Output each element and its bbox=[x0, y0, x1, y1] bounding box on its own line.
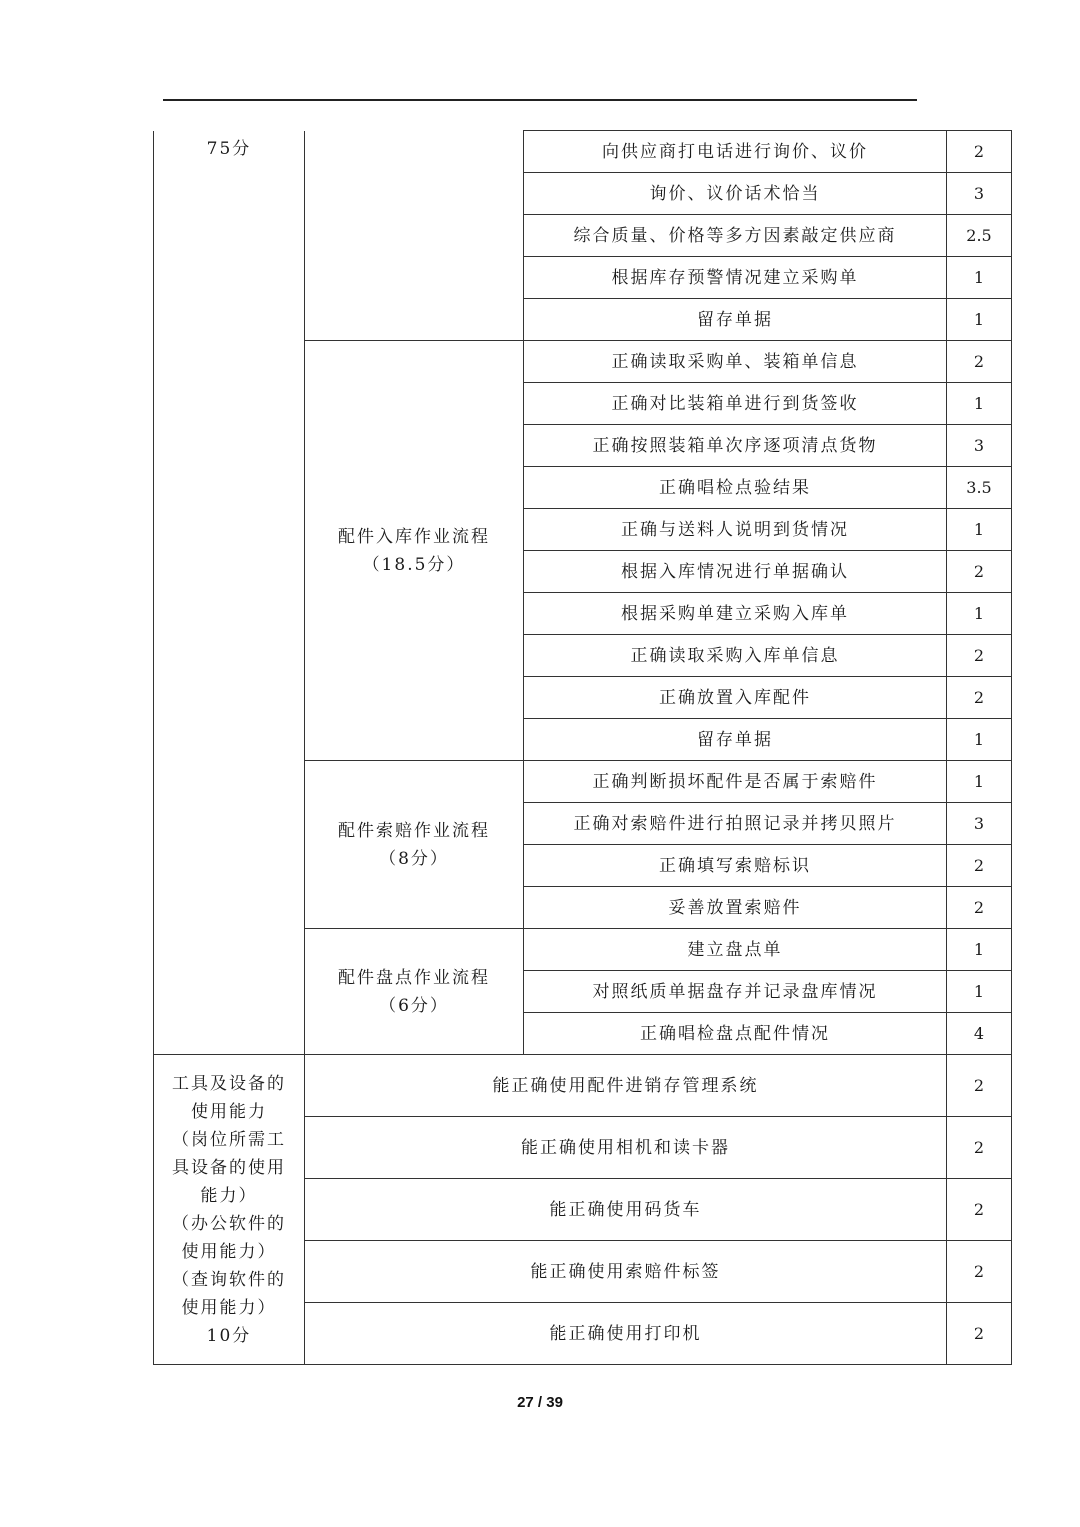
item-text: 对照纸质单据盘存并记录盘库情况 bbox=[524, 971, 947, 1013]
item-text: 正确放置入库配件 bbox=[524, 677, 947, 719]
item-text: 正确读取采购单、装箱单信息 bbox=[524, 341, 947, 383]
item-score: 2 bbox=[947, 131, 1012, 173]
item-score: 1 bbox=[947, 719, 1012, 761]
tool-item-text: 能正确使用配件进销存管理系统 bbox=[305, 1055, 947, 1117]
group-title-cell bbox=[305, 761, 524, 929]
item-text: 正确按照装箱单次序逐项清点货物 bbox=[524, 425, 947, 467]
group-title-cell bbox=[305, 341, 524, 761]
item-text: 正确对比装箱单进行到货签收 bbox=[524, 383, 947, 425]
tool-item-text: 能正确使用索赔件标签 bbox=[305, 1241, 947, 1303]
tools-label-line: 工具及设备的 bbox=[172, 1073, 286, 1094]
item-text: 正确唱检点验结果 bbox=[524, 467, 947, 509]
item-score: 1 bbox=[947, 929, 1012, 971]
item-text: 正确对索赔件进行拍照记录并拷贝照片 bbox=[524, 803, 947, 845]
item-score: 3 bbox=[947, 803, 1012, 845]
item-score: 1 bbox=[947, 257, 1012, 299]
item-score: 2 bbox=[947, 635, 1012, 677]
tools-label-line: （办公软件的 bbox=[172, 1213, 286, 1234]
item-text: 正确判断损坏配件是否属于索赔件 bbox=[524, 761, 947, 803]
item-score: 1 bbox=[947, 761, 1012, 803]
tool-item-score: 2 bbox=[947, 1303, 1012, 1365]
item-score: 2 bbox=[947, 887, 1012, 929]
page-number: 27 / 39 bbox=[517, 1394, 563, 1411]
group-title: 配件索赔作业流程 bbox=[338, 820, 490, 841]
group-title-cell bbox=[305, 929, 524, 1055]
item-text: 综合质量、价格等多方因素敲定供应商 bbox=[524, 215, 947, 257]
item-score: 2 bbox=[947, 341, 1012, 383]
tools-label-line: 使用能力 bbox=[191, 1101, 267, 1122]
item-text: 留存单据 bbox=[524, 299, 947, 341]
item-text: 正确填写索赔标识 bbox=[524, 845, 947, 887]
item-score: 1 bbox=[947, 971, 1012, 1013]
item-score: 4 bbox=[947, 1013, 1012, 1055]
item-text: 妥善放置索赔件 bbox=[524, 887, 947, 929]
item-text: 建立盘点单 bbox=[524, 929, 947, 971]
item-score: 2 bbox=[947, 845, 1012, 887]
group-title: 配件盘点作业流程 bbox=[338, 967, 490, 988]
header-rule bbox=[163, 99, 917, 101]
item-text: 正确与送料人说明到货情况 bbox=[524, 509, 947, 551]
item-text: 询价、议价话术恰当 bbox=[524, 173, 947, 215]
tools-label-line: 能力） bbox=[200, 1185, 258, 1206]
tool-item-score: 2 bbox=[947, 1117, 1012, 1179]
tools-label-line: （查询软件的 bbox=[172, 1269, 286, 1290]
item-text: 根据库存预警情况建立采购单 bbox=[524, 257, 947, 299]
item-score: 3 bbox=[947, 173, 1012, 215]
tool-item-text: 能正确使用打印机 bbox=[305, 1303, 947, 1365]
group-points: （6分） bbox=[379, 995, 449, 1016]
item-score: 2.5 bbox=[947, 215, 1012, 257]
item-text: 向供应商打电话进行询价、议价 bbox=[524, 131, 947, 173]
tools-label-line: 使用能力） bbox=[181, 1297, 277, 1318]
group-title: 配件入库作业流程 bbox=[338, 526, 490, 547]
item-score: 1 bbox=[947, 509, 1012, 551]
item-text: 留存单据 bbox=[524, 719, 947, 761]
tool-item-text: 能正确使用相机和读卡器 bbox=[305, 1117, 947, 1179]
item-score: 2 bbox=[947, 677, 1012, 719]
section-score-label: 75分 bbox=[154, 131, 305, 1055]
item-score: 1 bbox=[947, 593, 1012, 635]
tool-item-score: 2 bbox=[947, 1241, 1012, 1303]
item-score: 3.5 bbox=[947, 467, 1012, 509]
group-title-cell bbox=[305, 131, 524, 341]
tools-label-line: （岗位所需工 bbox=[172, 1129, 286, 1150]
table-row bbox=[154, 1055, 1012, 1117]
item-score: 2 bbox=[947, 551, 1012, 593]
tool-item-score: 2 bbox=[947, 1055, 1012, 1117]
item-score: 1 bbox=[947, 383, 1012, 425]
scoring-table bbox=[153, 130, 1012, 1365]
tool-item-text: 能正确使用码货车 bbox=[305, 1179, 947, 1241]
item-score: 3 bbox=[947, 425, 1012, 467]
item-score: 1 bbox=[947, 299, 1012, 341]
item-text: 根据采购单建立采购入库单 bbox=[524, 593, 947, 635]
item-text: 根据入库情况进行单据确认 bbox=[524, 551, 947, 593]
tools-label-line: 10分 bbox=[206, 1325, 252, 1346]
group-points: （18.5分） bbox=[362, 554, 466, 575]
group-points: （8分） bbox=[379, 848, 449, 869]
tools-label-line: 使用能力） bbox=[181, 1241, 277, 1262]
table-row bbox=[154, 131, 1012, 173]
tools-label-cell bbox=[154, 1055, 305, 1365]
item-text: 正确读取采购入库单信息 bbox=[524, 635, 947, 677]
item-text: 正确唱检盘点配件情况 bbox=[524, 1013, 947, 1055]
tools-label-line: 具设备的使用 bbox=[172, 1157, 286, 1178]
tool-item-score: 2 bbox=[947, 1179, 1012, 1241]
